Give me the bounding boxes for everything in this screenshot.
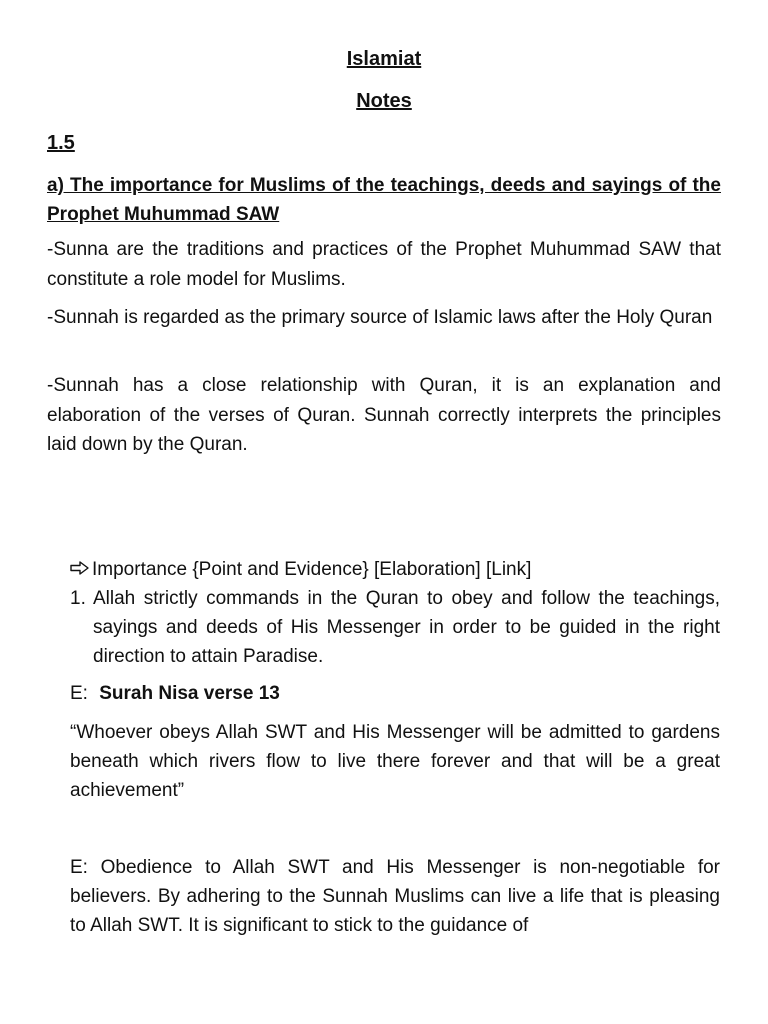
section-number: 1.5: [47, 132, 75, 154]
evidence-quote: “Whoever obeys Allah SWT and His Messenger will be admitted to gardens beneath which rivers flow to live there forever and that will be a great achievement”: [70, 722, 720, 801]
list-item: [70, 584, 720, 671]
evidence-label: E:: [70, 683, 88, 704]
importance-text: Importance {Point and Evidence} [Elaboration] [Link]: [92, 559, 532, 580]
arrow-right-icon: [70, 556, 92, 584]
document-subtitle: Notes: [356, 90, 412, 112]
evidence-line: [70, 680, 280, 708]
elaboration-paragraph: E: Obedience to Allah SWT and His Messenger is non-negotiable for believers. By adhering to the Sunnah Muslims can live a life that is pleasing to Allah SWT. It is significant to stick to the guidance of: [70, 857, 720, 936]
paragraph-sunnah-relationship: -Sunnah has a close relationship with Quran, it is an explanation and elaboration of the verses of Quran. Sunnah correctly interprets the principles laid down by the Quran.: [47, 375, 721, 455]
section-heading: a) The importance for Muslims of the teachings, deeds and sayings of the Prophet Muhummad SAW: [47, 175, 721, 225]
list-item-text: Allah strictly commands in the Quran to obey and follow the teachings, sayings and deeds of His Messenger in order to be guided in the right direction to attain Paradise.: [93, 588, 720, 667]
importance-line: [70, 556, 531, 584]
paragraph-sunnah-source: -Sunnah is regarded as the primary source of Islamic laws after the Holy Quran: [47, 307, 713, 328]
document-title: Islamiat: [346, 48, 422, 70]
paragraph-sunna-definition: -Sunna are the traditions and practices of the Prophet Muhummad SAW that constitute a role model for Muslims.: [47, 239, 721, 290]
evidence-reference: Surah Nisa verse 13: [99, 683, 280, 704]
list-item-number: 1.: [70, 588, 86, 609]
